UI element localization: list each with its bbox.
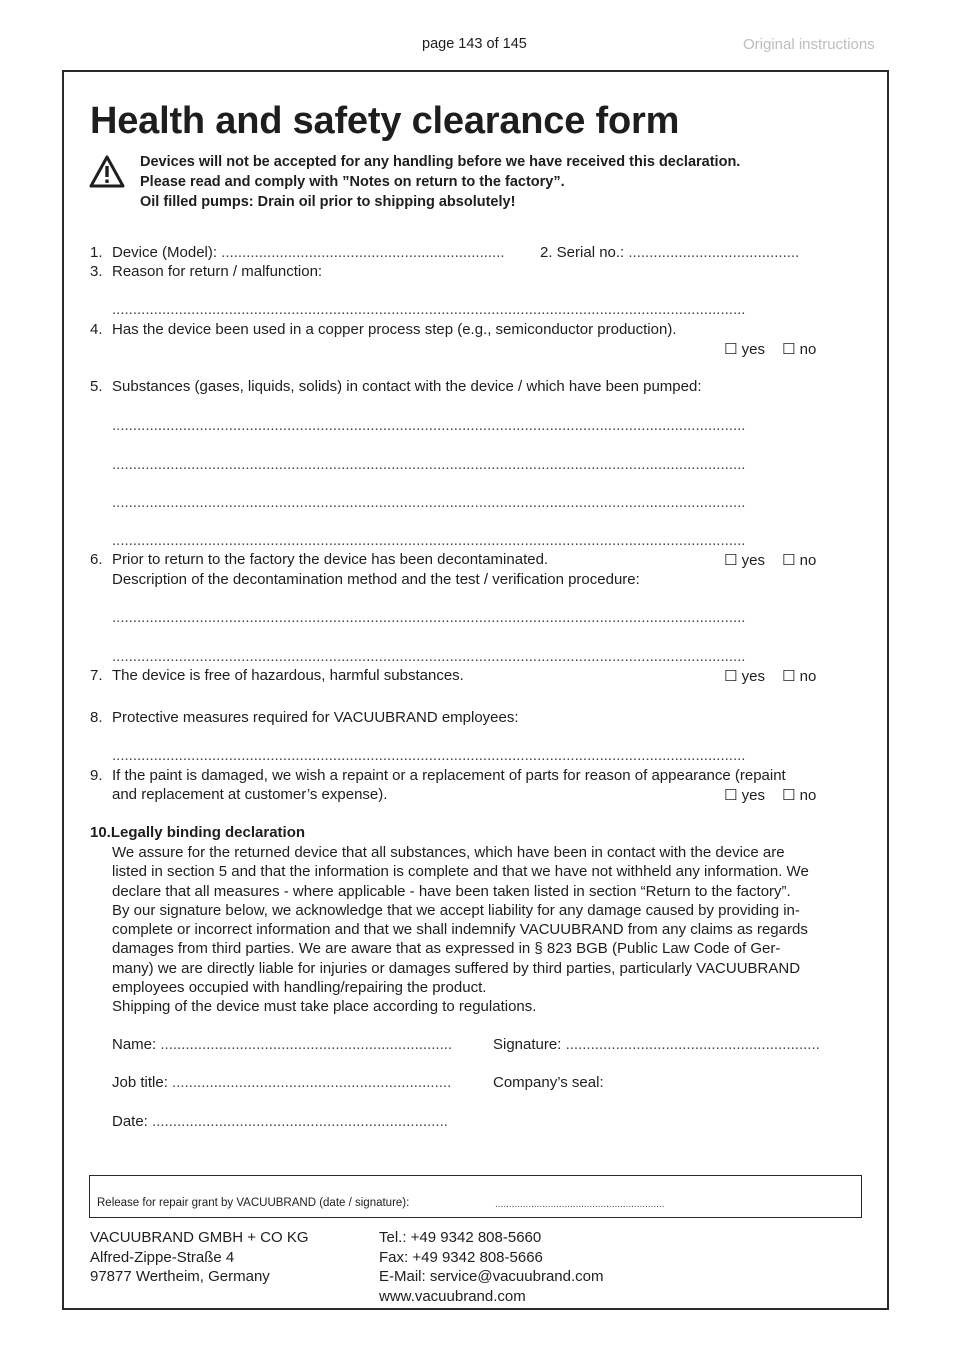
release-fill-line[interactable]: ............................................................. xyxy=(495,1199,665,1210)
date-label: Date: xyxy=(112,1113,148,1130)
release-label: Release for repair grant by VACUUBRAND (date / signature): xyxy=(97,1197,410,1209)
q2-fill-line[interactable]: ......................................... xyxy=(628,244,800,261)
q4-no-checkbox[interactable]: ☐ no xyxy=(782,341,817,358)
declaration-line: We assure for the returned device that all substances, which have been in contact with the device are xyxy=(112,844,785,861)
signature-label: Signature: xyxy=(493,1036,562,1053)
declaration-heading: 10.Legally binding declaration xyxy=(90,824,306,841)
declaration-line: many) we are directly liable for injuries or damages suffered by third parties, particularly VACUUBRAND xyxy=(112,959,801,977)
footer-company: VACUUBRAND GMBH + CO KG xyxy=(90,1229,309,1246)
q6-number: 6. xyxy=(90,551,103,568)
q9-label-line-1: If the paint is damaged, we wish a repaint or a replacement of parts for reason of appearance (repaint xyxy=(112,767,786,784)
q9-label-line-2: and replacement at customer’s expense). xyxy=(112,786,388,803)
page-number: page 143 of 145 xyxy=(422,36,527,52)
q4-yes-checkbox[interactable]: ☐ yes xyxy=(724,341,765,358)
job-title-label: Job title: xyxy=(112,1074,168,1091)
q2-serial-no[interactable] xyxy=(540,243,799,263)
q1-label: Device (Model): xyxy=(112,244,218,261)
q8-fill-line[interactable]: ........................................................................................................................................................ xyxy=(112,747,746,764)
q6-yes-checkbox[interactable]: ☐ yes xyxy=(724,552,765,569)
q6-fill-line-2[interactable]: ........................................................................................................................................................ xyxy=(112,648,746,665)
q4-label: Has the device been used in a copper process step (e.g., semiconductor production). xyxy=(112,321,677,338)
declaration-line: declare that all measures - where applicable - have been taken listed in section “Return to the factory”. xyxy=(112,882,791,900)
q5-number: 5. xyxy=(90,378,103,395)
page-title: Health and safety clearance form xyxy=(90,100,680,142)
q1-device-model[interactable] xyxy=(112,243,505,263)
declaration-text xyxy=(112,843,862,1017)
footer-tel: Tel.: +49 9342 808-5660 xyxy=(379,1229,542,1246)
declaration-line: listed in section 5 and that the information is complete and that we have not withheld any information. We xyxy=(112,863,809,881)
q8-number: 8. xyxy=(90,709,103,726)
warning-triangle-icon xyxy=(88,154,126,190)
warning-line-2: Please read and comply with ”Notes on return to the factory”. xyxy=(140,174,565,190)
q7-yes-checkbox[interactable]: ☐ yes xyxy=(724,668,765,685)
q8-label: Protective measures required for VACUUBRAND employees: xyxy=(112,709,519,726)
q7-number: 7. xyxy=(90,667,103,684)
warning-line-3: Oil filled pumps: Drain oil prior to shipping absolutely! xyxy=(140,194,516,210)
q5-fill-line-1[interactable]: ........................................................................................................................................................ xyxy=(112,417,746,434)
footer-address xyxy=(90,1228,309,1287)
q7-label: The device is free of hazardous, harmful substances. xyxy=(112,667,464,684)
q1-fill-line[interactable]: .................................................................... xyxy=(221,244,505,261)
name-field[interactable] xyxy=(112,1035,452,1055)
q2-label: 2. Serial no.: xyxy=(540,244,625,261)
q7-no-checkbox[interactable]: ☐ no xyxy=(782,668,817,685)
q6-fill-line-1[interactable]: ........................................................................................................................................................ xyxy=(112,609,746,626)
q5-fill-line-4[interactable]: ........................................................................................................................................................ xyxy=(112,532,746,549)
footer-email[interactable]: E-Mail: service@vacuubrand.com xyxy=(379,1268,604,1285)
footer-fax: Fax: +49 9342 808-5666 xyxy=(379,1248,543,1266)
q3-label: Reason for return / malfunction: xyxy=(112,263,323,280)
job-title-field[interactable] xyxy=(112,1073,451,1093)
declaration-line: employees occupied with handling/repairing the product. xyxy=(112,979,487,997)
company-seal-label: Company’s seal: xyxy=(493,1074,604,1091)
q3-number: 3. xyxy=(90,263,103,280)
date-field[interactable] xyxy=(112,1112,448,1132)
q3-fill-line[interactable]: ........................................................................................................................................................ xyxy=(112,301,746,318)
footer-website[interactable]: www.vacuubrand.com xyxy=(379,1287,526,1305)
q4-number: 4. xyxy=(90,321,103,338)
footer-city: 97877 Wertheim, Germany xyxy=(90,1268,270,1285)
q6-sublabel: Description of the decontamination method and the test / verification procedure: xyxy=(112,571,640,588)
warning-line-1: Devices will not be accepted for any handling before we have received this declaration. xyxy=(140,154,741,170)
q6-label: Prior to return to the factory the device has been decontaminated. xyxy=(112,551,549,568)
name-label: Name: xyxy=(112,1036,157,1053)
q5-label: Substances (gases, liquids, solids) in contact with the device / which have been pumped: xyxy=(112,378,702,395)
job-title-fill-line[interactable]: ................................................................... xyxy=(172,1074,452,1091)
declaration-line: complete or incorrect information and that we shall indemnify VACUUBRAND from any claims as regards xyxy=(112,921,808,939)
declaration-line: Shipping of the device must take place according to regulations. xyxy=(112,998,537,1016)
q6-no-checkbox[interactable]: ☐ no xyxy=(782,552,817,569)
declaration-line: damages from third parties. We are aware that as expressed in § 823 BGB (Public Law Code of Ger- xyxy=(112,940,781,958)
date-fill-line[interactable]: ....................................................................... xyxy=(152,1113,448,1130)
q5-fill-line-3[interactable]: ........................................................................................................................................................ xyxy=(112,494,746,511)
q9-yes-checkbox[interactable]: ☐ yes xyxy=(724,787,765,804)
footer-contact xyxy=(379,1228,603,1306)
declaration-line: By our signature below, we acknowledge that we accept liability for any damage caused by providing in- xyxy=(112,901,800,919)
q9-number: 9. xyxy=(90,767,103,784)
signature-fill-line[interactable]: ............................................................. xyxy=(565,1036,820,1053)
q1-number: 1. xyxy=(90,244,103,261)
footer-street: Alfred-Zippe-Straße 4 xyxy=(90,1248,235,1266)
name-fill-line[interactable]: ...................................................................... xyxy=(160,1036,453,1053)
q9-no-checkbox[interactable]: ☐ no xyxy=(782,787,817,804)
q5-fill-line-2[interactable]: ........................................................................................................................................................ xyxy=(112,456,746,473)
original-instructions-label: Original instructions xyxy=(743,36,875,53)
signature-field[interactable] xyxy=(493,1035,820,1055)
warning-text xyxy=(140,152,740,212)
